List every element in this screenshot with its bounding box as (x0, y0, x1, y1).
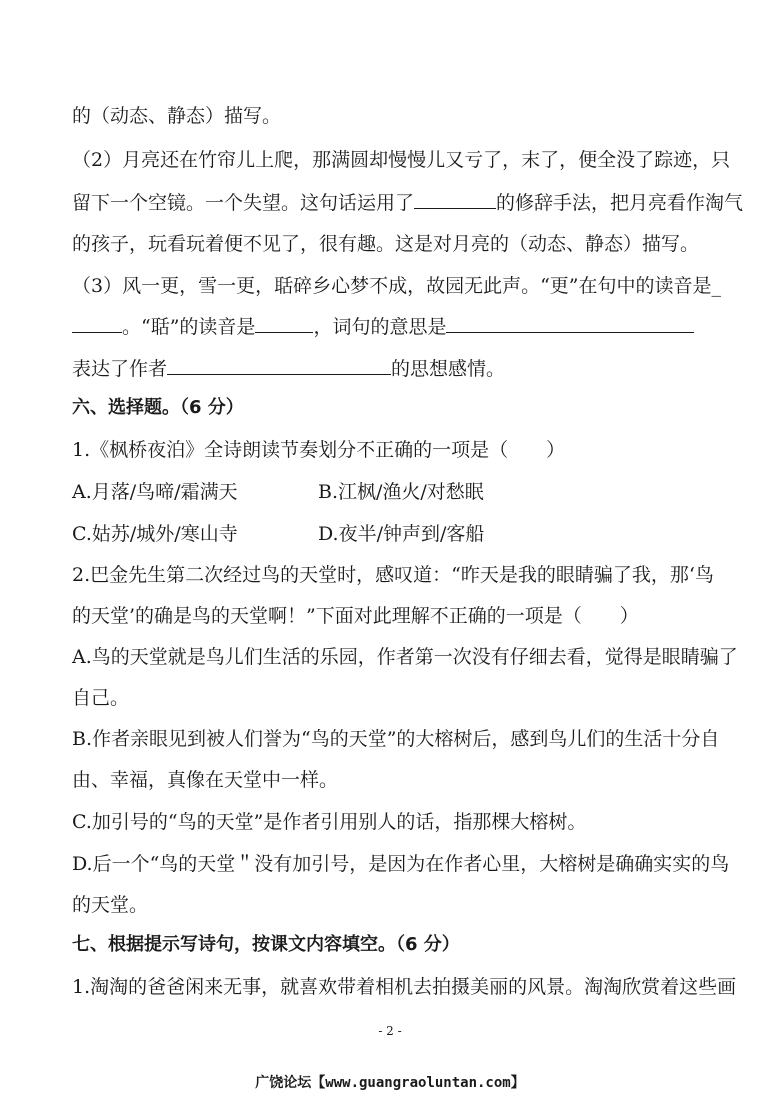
option-row (318, 522, 484, 546)
option-a: A.月落/鸟啼/霜满天 (72, 481, 238, 503)
option-row (72, 522, 238, 546)
answer-blank (167, 356, 391, 375)
question-text: 的天堂’的确是鸟的天堂啊！”下面对此理解不正确的一项是（ ） (72, 605, 639, 627)
text-fragment: 。“聒”的读音是 (122, 316, 256, 338)
option-d: D.夜半/钟声到/客船 (318, 523, 485, 545)
text-line: 的（动态、静态）描写。 (72, 105, 282, 127)
text-fragment: ，词句的意思是 (313, 316, 447, 338)
question-text: 1.《枫桥夜泊》全诗朗读节奏划分不正确的一项是（ ） (72, 439, 566, 461)
answer-blank (414, 190, 496, 209)
answer-blank (255, 314, 313, 333)
question-text: 1.淘淘的爸爸闲来无事，就喜欢带着相机去拍摄美丽的风景。淘淘欣赏着这些画 (72, 976, 737, 998)
answer-blank (72, 314, 122, 333)
option-a: 自己。 (72, 687, 130, 709)
option-row (72, 480, 238, 504)
text-line: （3）风一更，雪一更，聒碎乡心梦不成，故园无此声。“更”在句中的读音是_ (72, 275, 722, 297)
option-a: A.鸟的天堂就是鸟儿们生活的乐园，作者第一次没有仔细去看，觉得是眼睛骗了 (72, 646, 738, 668)
text-fragment: 的修辞手法，把月亮看作淘气 (496, 192, 744, 214)
page-number: - 2 - (378, 1024, 402, 1038)
text-line (72, 190, 743, 215)
question-text: 2.巴金先生第二次经过鸟的天堂时，感叹道：“昨天是我的眼睛骗了我，那‘鸟 (72, 564, 714, 586)
text-fragment: 的思想感情。 (391, 358, 506, 380)
text-fragment: 留下一个空镜。一个失望。这句话运用了 (72, 192, 415, 214)
option-d: D.后一个“鸟的天堂＂没有加引号，是因为在作者心里，大榕树是确确实实的鸟 (72, 853, 730, 875)
option-c: C.加引号的“鸟的天堂”是作者引用别人的话，指那棵大榕树。 (72, 811, 587, 833)
option-c: C.姑苏/城外/寒山寺 (72, 523, 238, 545)
section-heading: 六、选择题。（6 分） (72, 397, 244, 418)
text-line: （2）月亮还在竹帘儿上爬，那满圆却慢慢儿又亏了，末了，便全没了踪迹，只 (72, 149, 731, 171)
option-b: B.江枫/渔火/对愁眠 (318, 481, 484, 503)
option-b: 由、幸福，真像在天堂中一样。 (72, 769, 339, 791)
text-line (72, 356, 505, 381)
option-row (318, 480, 484, 504)
text-line (72, 314, 694, 339)
footer-watermark: 广饶论坛【www.guangraoluntan.com】 (255, 1075, 525, 1091)
option-b: B.作者亲眼见到被人们誉为“鸟的天堂”的大榕树后，感到鸟儿们的生活十分自 (72, 728, 720, 750)
answer-blank (446, 314, 694, 333)
section-heading: 七、根据提示写诗句，按课文内容填空。（6 分） (72, 934, 460, 955)
text-line: 的孩子，玩看玩着便不见了，很有趣。这是对月亮的（动态、静态）描写。 (72, 233, 700, 255)
text-fragment: 表达了作者 (72, 358, 168, 380)
option-d: 的天堂。 (72, 894, 149, 916)
